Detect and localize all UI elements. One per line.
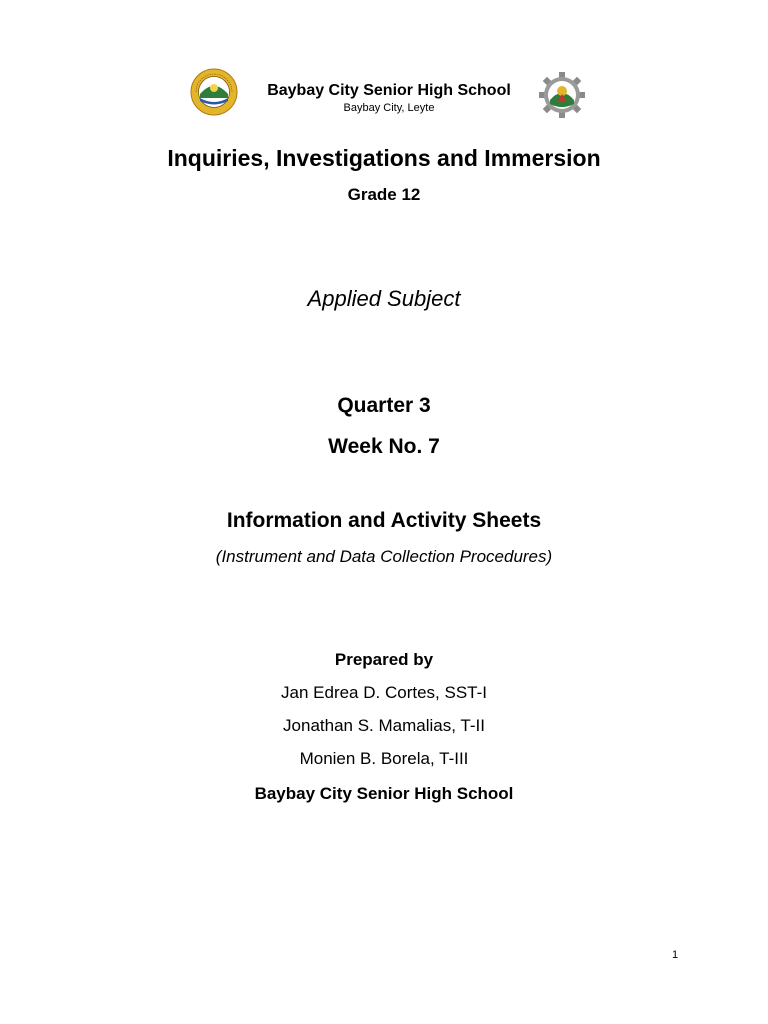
header-school-name: Baybay City Senior High School: [267, 82, 511, 99]
author-name: Jan Edrea D. Cortes, SST-I: [281, 683, 487, 702]
prepared-by-heading: Prepared by: [334, 650, 434, 669]
prepared-school-name: Baybay City Senior High School: [254, 784, 514, 803]
author-name: Jonathan S. Mamalias, T-II: [283, 716, 485, 735]
author-name: Monien B. Borela, T-III: [299, 749, 469, 768]
page-number: 1: [672, 949, 679, 961]
grade-level: Grade 12: [347, 185, 421, 204]
header-school-address: Baybay City, Leyte: [343, 102, 435, 114]
sheet-title: Information and Activity Sheets: [226, 509, 542, 532]
subject-title: Inquiries, Investigations and Immersion: [167, 145, 601, 171]
quarter-label: Quarter 3: [337, 394, 431, 417]
subject-type: Applied Subject: [307, 286, 461, 311]
week-label: Week No. 7: [328, 435, 440, 458]
school-gear-logo: [537, 72, 587, 118]
sheet-subtitle: (Instrument and Data Collection Procedures): [215, 547, 553, 566]
division-seal-logo: [190, 68, 238, 116]
